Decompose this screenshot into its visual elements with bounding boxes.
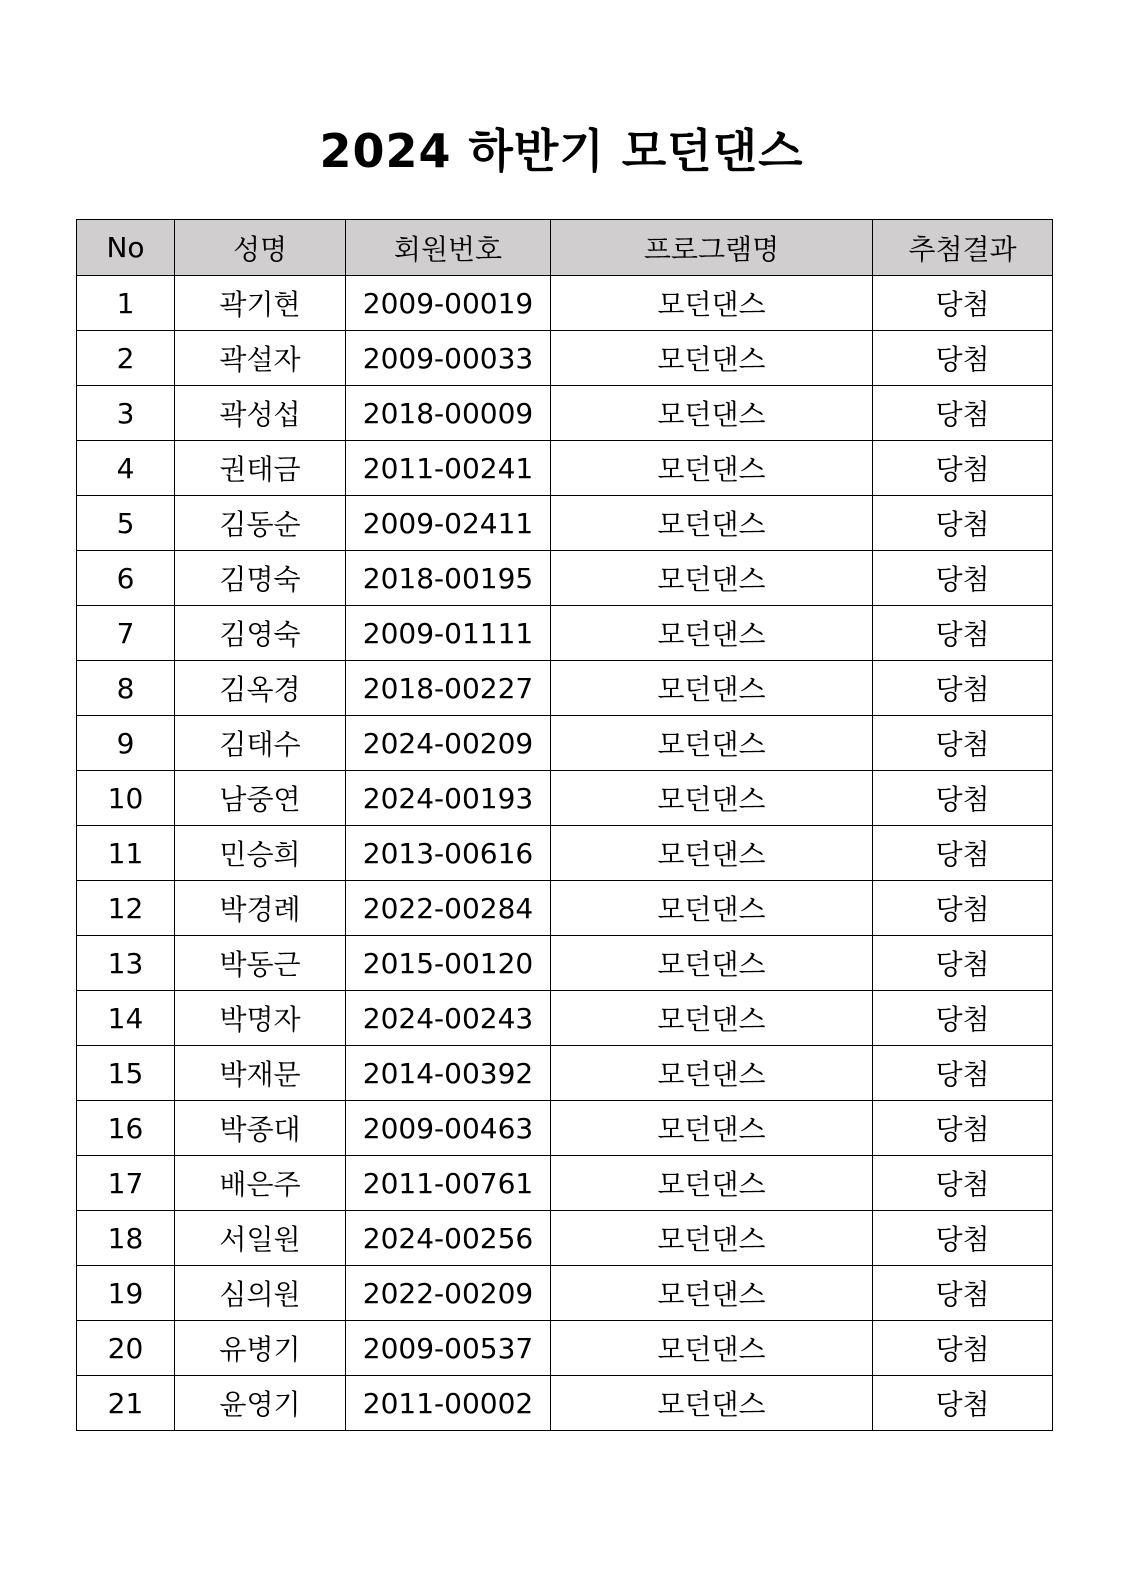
cell-no: 14 (77, 991, 175, 1046)
column-header-draw-result: 추첨결과 (873, 220, 1053, 276)
cell-program-name: 모던댄스 (551, 276, 873, 331)
cell-program-name: 모던댄스 (551, 826, 873, 881)
cell-draw-result: 당첨 (873, 496, 1053, 551)
cell-name: 김태수 (175, 716, 346, 771)
cell-name: 유병기 (175, 1321, 346, 1376)
cell-name: 박재문 (175, 1046, 346, 1101)
column-header-program-name: 프로그램명 (551, 220, 873, 276)
cell-member-number: 2022-00284 (346, 881, 551, 936)
cell-member-number: 2022-00209 (346, 1266, 551, 1321)
table-body (77, 276, 1053, 1431)
cell-program-name: 모던댄스 (551, 551, 873, 606)
cell-draw-result: 당첨 (873, 1321, 1053, 1376)
cell-no: 5 (77, 496, 175, 551)
table-row (77, 1156, 1053, 1211)
cell-member-number: 2011-00761 (346, 1156, 551, 1211)
cell-member-number: 2009-01111 (346, 606, 551, 661)
cell-draw-result: 당첨 (873, 1101, 1053, 1156)
cell-no: 19 (77, 1266, 175, 1321)
cell-draw-result: 당첨 (873, 276, 1053, 331)
table-row (77, 826, 1053, 881)
cell-draw-result: 당첨 (873, 331, 1053, 386)
cell-member-number: 2024-00193 (346, 771, 551, 826)
table-row (77, 496, 1053, 551)
cell-no: 4 (77, 441, 175, 496)
cell-member-number: 2013-00616 (346, 826, 551, 881)
cell-draw-result: 당첨 (873, 661, 1053, 716)
lottery-result-table (76, 219, 1053, 1431)
cell-member-number: 2014-00392 (346, 1046, 551, 1101)
table-row (77, 1266, 1053, 1321)
cell-member-number: 2018-00227 (346, 661, 551, 716)
cell-no: 12 (77, 881, 175, 936)
table-row (77, 276, 1053, 331)
cell-no: 15 (77, 1046, 175, 1101)
cell-no: 9 (77, 716, 175, 771)
table-row (77, 936, 1053, 991)
cell-draw-result: 당첨 (873, 1266, 1053, 1321)
cell-no: 11 (77, 826, 175, 881)
cell-name: 박종대 (175, 1101, 346, 1156)
cell-name: 권태금 (175, 441, 346, 496)
cell-draw-result: 당첨 (873, 386, 1053, 441)
table-row (77, 386, 1053, 441)
cell-program-name: 모던댄스 (551, 1046, 873, 1101)
table-row (77, 331, 1053, 386)
table-row (77, 551, 1053, 606)
cell-member-number: 2015-00120 (346, 936, 551, 991)
cell-draw-result: 당첨 (873, 826, 1053, 881)
cell-name: 민승희 (175, 826, 346, 881)
cell-draw-result: 당첨 (873, 551, 1053, 606)
cell-draw-result: 당첨 (873, 606, 1053, 661)
cell-program-name: 모던댄스 (551, 771, 873, 826)
cell-no: 16 (77, 1101, 175, 1156)
cell-no: 10 (77, 771, 175, 826)
cell-member-number: 2009-02411 (346, 496, 551, 551)
cell-no: 8 (77, 661, 175, 716)
cell-name: 김옥경 (175, 661, 346, 716)
cell-name: 윤영기 (175, 1376, 346, 1431)
cell-name: 남중연 (175, 771, 346, 826)
cell-member-number: 2024-00243 (346, 991, 551, 1046)
cell-member-number: 2009-00537 (346, 1321, 551, 1376)
cell-member-number: 2009-00033 (346, 331, 551, 386)
cell-name: 박경례 (175, 881, 346, 936)
cell-member-number: 2011-00241 (346, 441, 551, 496)
cell-program-name: 모던댄스 (551, 661, 873, 716)
column-header-name: 성명 (175, 220, 346, 276)
cell-member-number: 2011-00002 (346, 1376, 551, 1431)
cell-draw-result: 당첨 (873, 936, 1053, 991)
cell-no: 3 (77, 386, 175, 441)
cell-program-name: 모던댄스 (551, 1266, 873, 1321)
cell-draw-result: 당첨 (873, 881, 1053, 936)
table-row (77, 1321, 1053, 1376)
cell-program-name: 모던댄스 (551, 1156, 873, 1211)
cell-name: 곽설자 (175, 331, 346, 386)
cell-member-number: 2009-00019 (346, 276, 551, 331)
table-row (77, 771, 1053, 826)
cell-name: 심의원 (175, 1266, 346, 1321)
cell-member-number: 2009-00463 (346, 1101, 551, 1156)
table-row (77, 716, 1053, 771)
table-row (77, 661, 1053, 716)
cell-program-name: 모던댄스 (551, 331, 873, 386)
cell-program-name: 모던댄스 (551, 606, 873, 661)
cell-program-name: 모던댄스 (551, 991, 873, 1046)
cell-name: 김명숙 (175, 551, 346, 606)
column-header-member-number: 회원번호 (346, 220, 551, 276)
cell-name: 박명자 (175, 991, 346, 1046)
cell-member-number: 2018-00009 (346, 386, 551, 441)
cell-no: 1 (77, 276, 175, 331)
table-row (77, 606, 1053, 661)
cell-no: 7 (77, 606, 175, 661)
table-row (77, 1376, 1053, 1431)
cell-name: 곽기현 (175, 276, 346, 331)
cell-program-name: 모던댄스 (551, 881, 873, 936)
cell-draw-result: 당첨 (873, 1046, 1053, 1101)
cell-draw-result: 당첨 (873, 1211, 1053, 1266)
table-header (77, 220, 1053, 276)
cell-name: 곽성섭 (175, 386, 346, 441)
page-title: 2024 하반기 모던댄스 (319, 123, 804, 178)
column-header-no: No (77, 220, 175, 276)
cell-no: 21 (77, 1376, 175, 1431)
cell-name: 김동순 (175, 496, 346, 551)
cell-no: 17 (77, 1156, 175, 1211)
cell-program-name: 모던댄스 (551, 1376, 873, 1431)
table-header-row (77, 220, 1053, 276)
cell-no: 2 (77, 331, 175, 386)
cell-name: 김영숙 (175, 606, 346, 661)
cell-member-number: 2024-00256 (346, 1211, 551, 1266)
cell-no: 20 (77, 1321, 175, 1376)
cell-program-name: 모던댄스 (551, 496, 873, 551)
cell-name: 박동근 (175, 936, 346, 991)
cell-name: 배은주 (175, 1156, 346, 1211)
cell-draw-result: 당첨 (873, 991, 1053, 1046)
cell-program-name: 모던댄스 (551, 1101, 873, 1156)
table-row (77, 1046, 1053, 1101)
cell-program-name: 모던댄스 (551, 1321, 873, 1376)
table-row (77, 991, 1053, 1046)
cell-draw-result: 당첨 (873, 716, 1053, 771)
cell-member-number: 2018-00195 (346, 551, 551, 606)
table-row (77, 441, 1053, 496)
table-row (77, 1211, 1053, 1266)
table-row (77, 1101, 1053, 1156)
cell-name: 서일원 (175, 1211, 346, 1266)
cell-no: 18 (77, 1211, 175, 1266)
cell-draw-result: 당첨 (873, 1156, 1053, 1211)
cell-program-name: 모던댄스 (551, 716, 873, 771)
cell-draw-result: 당첨 (873, 1376, 1053, 1431)
cell-draw-result: 당첨 (873, 771, 1053, 826)
cell-program-name: 모던댄스 (551, 936, 873, 991)
cell-member-number: 2024-00209 (346, 716, 551, 771)
cell-no: 13 (77, 936, 175, 991)
table-row (77, 881, 1053, 936)
cell-program-name: 모던댄스 (551, 1211, 873, 1266)
cell-draw-result: 당첨 (873, 441, 1053, 496)
cell-program-name: 모던댄스 (551, 386, 873, 441)
cell-program-name: 모던댄스 (551, 441, 873, 496)
cell-no: 6 (77, 551, 175, 606)
